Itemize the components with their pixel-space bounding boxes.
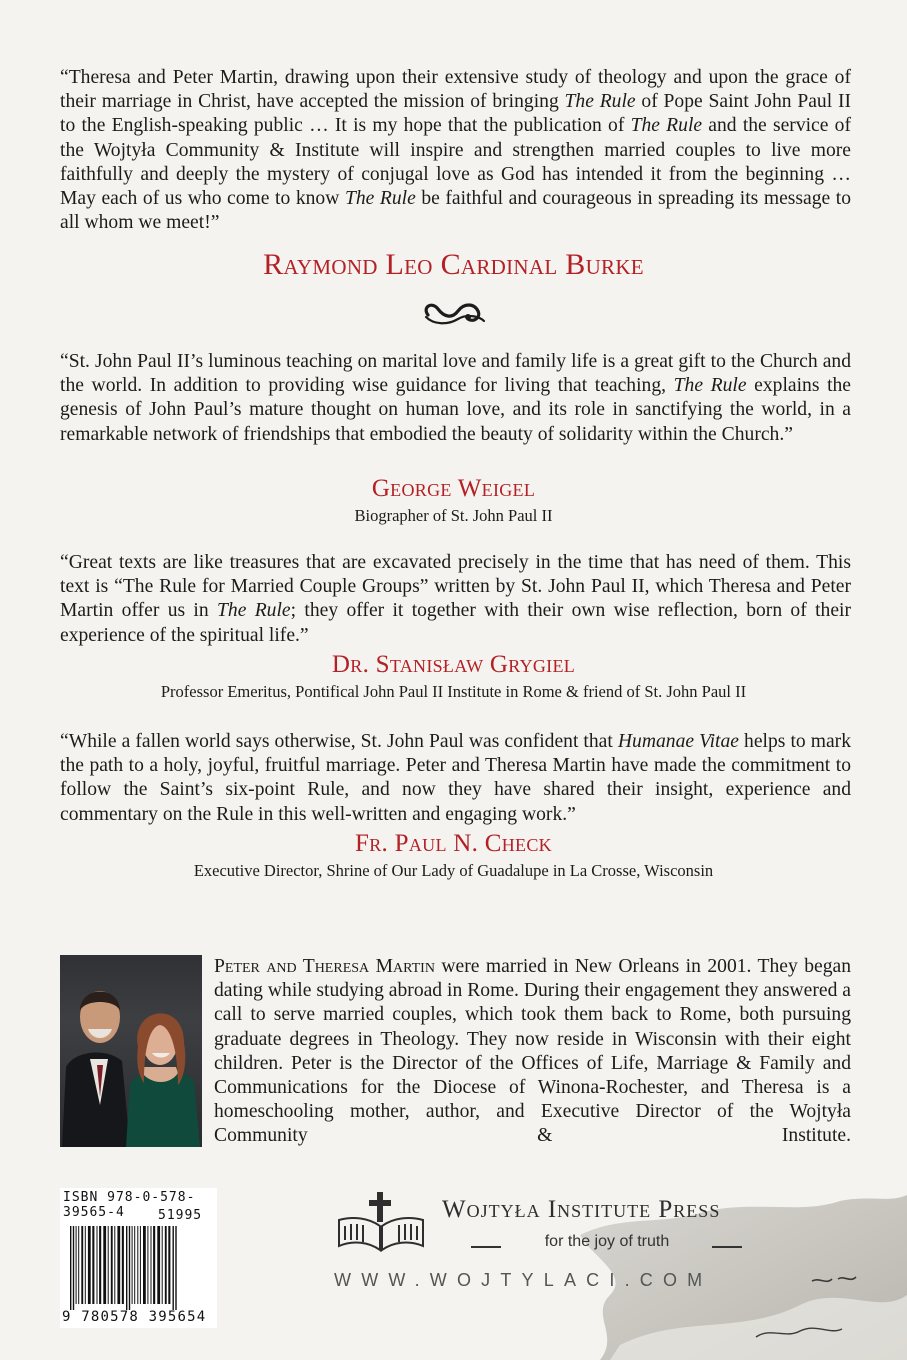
barcode-bar	[108, 1226, 109, 1304]
quote-author-role-weigel: Biographer of St. John Paul II	[354, 506, 553, 525]
barcode-bar	[129, 1226, 130, 1310]
barcode-bar	[117, 1226, 120, 1304]
quote-author-grygiel: Dr. Stanisław Grygiel	[331, 651, 576, 678]
publisher-website: WWW.WOJTYLACI.COM	[334, 1270, 713, 1290]
barcode-bar	[85, 1226, 86, 1304]
barcode-bar	[153, 1226, 155, 1304]
quote-author-role-grygiel: Professor Emeritus, Pontifical John Paul II Institute in Rome & friend of St. John Paul II	[160, 682, 747, 701]
quote-author-role-check: Executive Director, Shrine of Our Lady of Guadalupe in La Crosse, Wisconsin	[193, 861, 714, 880]
barcode-bar	[126, 1226, 127, 1310]
barcode-bar	[70, 1226, 71, 1310]
barcode-bar	[92, 1226, 94, 1304]
barcode-bar	[78, 1226, 79, 1304]
publisher-name: Wojtyła Institute Press	[442, 1196, 721, 1223]
barcode-bar	[175, 1226, 176, 1310]
barcode-bar	[147, 1226, 148, 1304]
barcode-bar	[81, 1226, 83, 1304]
barcode-bar	[97, 1226, 98, 1304]
barcode-bar	[76, 1226, 77, 1304]
quote-burke: “Theresa and Peter Martin, drawing upon their extensive study of theology and upon the grace of their marriage in Christ, have accepted the mission of bringing The Rule of Pope Saint John Paul II to the English-speaking public … It is my hope that the publication of The Rule and the service of the Wojtyła Community & Institute will inspire and strengthen married couples to live more faithfully and deeply the mystery of conjugal love as God has intended it from the beginning … May each of us who come to know The Rule be faithful and courageous in spreading its message to all whom we meet!”	[60, 67, 852, 234]
quote-grygiel: “Great texts are like treasures that are excavated precisely in the time that has need of them. This text is “The Rule for Married Couple Groups” written by St. John Paul II, which Theresa and Peter Martin offer us in The Rule; they offer it together with their own wise reflection, born of their experience of the spiritual life.”	[60, 552, 851, 646]
tagline-rule-right	[712, 1246, 742, 1248]
publisher-tagline: for the joy of truth	[544, 1233, 670, 1250]
price-code: 51995	[158, 1208, 203, 1223]
ean-number: 9 780578 395654	[62, 1309, 207, 1325]
quote-author-burke: Raymond Leo Cardinal Burke	[263, 248, 644, 281]
quote-weigel: “St. John Paul II’s luminous teaching on marital love and family life is a great gift to the Church and the world. In addition to providing wise guidance for living that teaching, The Rule explains the genesis of John Paul’s mature thought on human love, and its role in sanctifying the world, in a remarkable network of friendships that embodied the beauty of solidarity within the Church.”	[60, 351, 852, 445]
quote-check: “While a fallen world says otherwise, St. John Paul was confident that Humanae Vitae helps to mark the path to a holy, joyful, fruitful marriage. Peter and Theresa Martin have made the commitment to follow the Saint’s six-point Rule, and now they have shared their insight, experience and commentary on the Rule in this well-written and engaging work.”	[60, 731, 851, 825]
barcode-bar	[73, 1226, 74, 1310]
barcode-bar	[168, 1226, 170, 1304]
barcode-bar	[99, 1226, 101, 1304]
author-bio-lead: Peter and Theresa Martin	[214, 956, 435, 977]
barcode-bar	[165, 1226, 167, 1304]
barcode-bar	[173, 1226, 174, 1310]
barcode-bar	[132, 1226, 133, 1304]
barcode-bar	[88, 1226, 91, 1304]
barcode-bar	[157, 1226, 160, 1304]
barcode-bars	[68, 1226, 214, 1310]
barcode-bar	[137, 1226, 138, 1304]
barcode-bar	[111, 1226, 113, 1304]
isbn-number: ISBN 978-0-578-39565-4	[63, 1190, 196, 1220]
barcode-bar	[151, 1226, 152, 1304]
barcode-bar	[162, 1226, 163, 1304]
barcode-bar	[140, 1226, 141, 1304]
author-bio	[214, 955, 851, 1149]
author-bio-text: were married in New Orleans in 2001. They began dating while studying abroad in Rome. During their engagement they answered a call to serve married couples, which took them back to Rome, both pursuing graduate degrees in Theology. They now reside in Wisconsin with their eight children. Peter is the Director of the Offices of Life, Marriage & Family and Communications for the Diocese of Winona-Rochester, and Theresa is a homeschooling mother, author, and Executive Director of the Wojtyła Community & Institute.	[214, 956, 851, 1147]
barcode-bar	[134, 1226, 135, 1304]
barcode-bar	[122, 1226, 124, 1304]
author-photo	[60, 955, 202, 1147]
barcode-bar	[103, 1226, 106, 1304]
quote-author-weigel: George Weigel	[371, 475, 536, 502]
barcode-bar	[114, 1226, 115, 1304]
book-cross-logo-icon	[335, 1190, 427, 1256]
isbn-barcode	[60, 1188, 217, 1328]
barcode-bar	[143, 1226, 146, 1304]
quote-author-check: Fr. Paul N. Check	[355, 830, 552, 857]
ornament-divider-icon	[418, 295, 490, 329]
